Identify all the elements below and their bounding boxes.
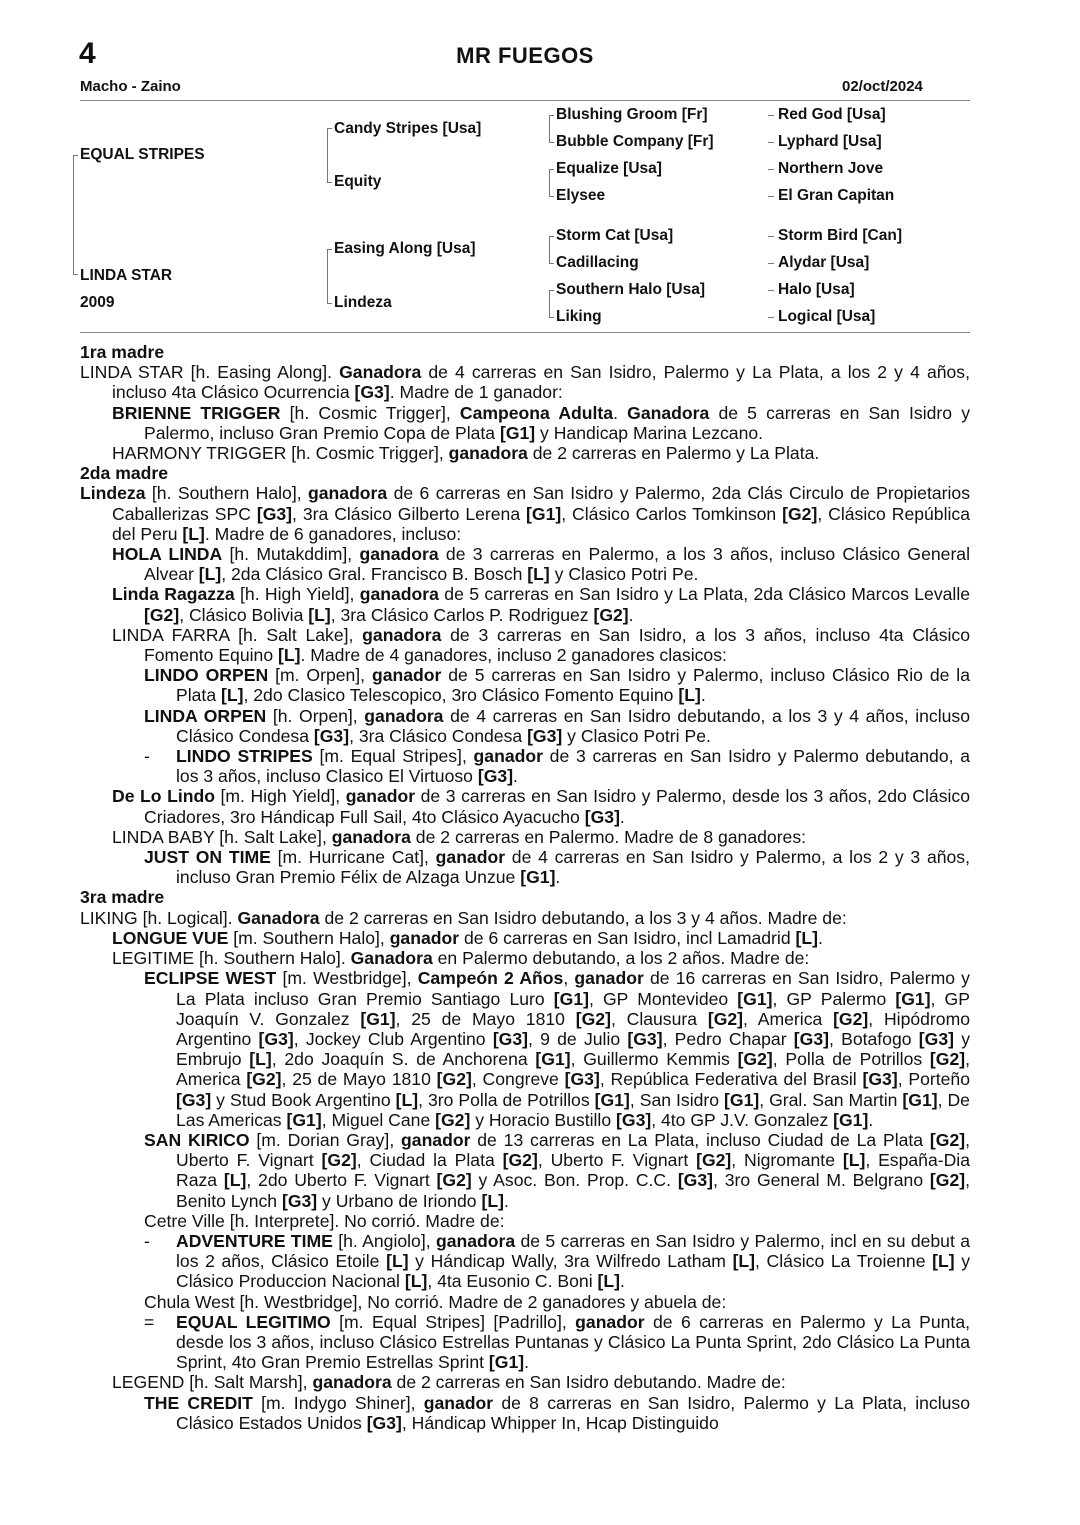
bold-text: EQUAL LEGITIMO bbox=[176, 1311, 331, 1332]
entry-text: , Guillermo Kemmis bbox=[570, 1049, 738, 1070]
entry-text: , Hipódromo Argentino bbox=[176, 1008, 971, 1049]
bold-text: [G2] bbox=[782, 503, 818, 524]
entry-text: , Clausura bbox=[610, 1008, 708, 1029]
entry-text: HARMONY TRIGGER [h. Cosmic Trigger], bbox=[112, 443, 449, 464]
bold-text: ganador bbox=[423, 1392, 494, 1413]
bold-text: [G1] bbox=[553, 988, 589, 1009]
bold-text: [G3] bbox=[354, 382, 390, 403]
bold-text: ganador bbox=[345, 786, 416, 807]
bold-text: [L] bbox=[278, 645, 301, 666]
bold-text: De Lo Lindo bbox=[112, 786, 215, 807]
entry-text: . Madre de 6 ganadores, incluso: bbox=[204, 523, 462, 544]
pedigree-gen3-1: Blushing Groom [Fr] bbox=[556, 106, 708, 123]
entry-text: , Clásico Bolivia bbox=[179, 604, 309, 625]
pedigree-gen4-3: Northern Jove bbox=[778, 160, 884, 177]
bold-text: [G2] bbox=[575, 1008, 611, 1029]
bold-text: [G3] bbox=[918, 1028, 954, 1049]
entry-text: , Clásico La Troienne bbox=[755, 1251, 933, 1272]
bold-text: [G1] bbox=[895, 988, 931, 1009]
bold-text: ganadora bbox=[331, 826, 411, 847]
bold-text: Campeón 2 Años bbox=[417, 968, 564, 989]
bold-text: [G3] bbox=[527, 725, 563, 746]
entry-text: , 9 de Julio bbox=[528, 1028, 628, 1049]
entry-text: de 2 carreras en San Isidro debutando, a los 3 y 4 años. Madre de: bbox=[319, 907, 847, 928]
bold-text: [G1] bbox=[526, 503, 562, 524]
bold-text: LINDA ORPEN bbox=[144, 705, 267, 726]
bold-text: [G1] bbox=[833, 1109, 869, 1130]
pedigree-gen4-5: Storm Bird [Can] bbox=[778, 227, 902, 244]
entry-text: . bbox=[619, 1271, 625, 1292]
entry-text: de 3 carreras en San Isidro y Palermo debutando, a los 3 años, incluso Clasico El Virtuoso bbox=[176, 746, 970, 787]
bold-text: [L] bbox=[527, 564, 550, 585]
entry-text: , De Las Americas bbox=[176, 1089, 970, 1130]
entry-text: , GP Joaquín V. Gonzalez bbox=[176, 988, 970, 1029]
bold-text: [G1] bbox=[360, 1008, 396, 1029]
bold-text: [G1] bbox=[286, 1109, 322, 1130]
entry-text: LIKING [h. Logical]. bbox=[80, 907, 238, 928]
bold-text: [L] bbox=[182, 523, 205, 544]
pedigree-connector bbox=[73, 155, 74, 275]
entry-text: , Ciudad la Plata bbox=[356, 1150, 503, 1171]
bold-text: [G3] bbox=[862, 1069, 898, 1090]
entry-text: de 3 carreras en San Isidro y Palermo, desde los 3 años, 2do Clásico Criadores, 3ro Hándicap Full Sail, 4to Clásico Ayacucho bbox=[144, 786, 970, 827]
entry-text: Cetre Ville [h. Interprete]. No corrió. Madre de: bbox=[144, 1210, 505, 1231]
entry-text: de 8 carreras en San Isidro, Palermo y La Plata, incluso Clásico Estados Unidos bbox=[176, 1392, 970, 1433]
catalog-date: 02/oct/2024 bbox=[842, 78, 923, 95]
entry-text: [m. Indygo Shiner], bbox=[252, 1392, 424, 1413]
produce-entry bbox=[80, 847, 970, 887]
bold-text: ganadora bbox=[308, 483, 388, 504]
bold-text: [G3] bbox=[616, 1109, 652, 1130]
bold-text: [G3] bbox=[477, 766, 514, 787]
entry-text: , Uberto F. Vignart bbox=[176, 1129, 970, 1171]
bold-text: [G3] bbox=[366, 1412, 402, 1433]
bold-text: [G2] bbox=[321, 1150, 357, 1171]
bold-text: THE CREDIT bbox=[144, 1392, 253, 1413]
entry-text: , Benito Lynch bbox=[176, 1170, 970, 1211]
entry-text: , San Isidro bbox=[629, 1089, 725, 1110]
entry-text: LEGITIME [h. Southern Halo]. bbox=[112, 948, 351, 969]
entry-text: , 2do Uberto F. Vignart bbox=[246, 1170, 437, 1191]
entry-text: . Madre de 1 ganador: bbox=[389, 382, 563, 403]
bold-text: [L] bbox=[386, 1251, 409, 1272]
entry-text: , Gral. San Martin bbox=[759, 1089, 903, 1110]
produce-entry bbox=[80, 1372, 970, 1392]
bold-text: ganador bbox=[575, 1311, 645, 1332]
entry-text: de 6 carreras en Palermo y La Punta, desde los 3 años, incluso Clásico Estrellas Puntanas y Clásico La Punta Sprint, 2do Clásico La Punta Sprint, 4to Gran Premio Estrellas Sprint bbox=[176, 1311, 970, 1373]
entry-text: Chula West [h. Westbridge], No corrió. Madre de 2 ganadores y abuela de: bbox=[144, 1291, 727, 1312]
horse-name: MR FUEGOS bbox=[456, 43, 594, 68]
entry-text: , Porteño bbox=[897, 1069, 971, 1090]
pedigree-gen4-6: Alydar [Usa] bbox=[778, 254, 870, 271]
bold-text: [L] bbox=[678, 685, 701, 706]
produce-entry bbox=[80, 1292, 970, 1312]
bold-text: ganadora bbox=[448, 443, 528, 464]
entry-text: . bbox=[555, 867, 561, 888]
entry-text: , Pedro Chapar bbox=[662, 1028, 794, 1049]
produce-entry bbox=[80, 403, 970, 443]
entry-text: en Palermo debutando, a los 2 años. Madre de: bbox=[432, 948, 810, 969]
section-title: 2da madre bbox=[80, 463, 169, 484]
entry-text: LINDA FARRA [h. Salt Lake], bbox=[112, 624, 363, 645]
entry-marker: = bbox=[144, 1311, 155, 1332]
entry-text: , bbox=[563, 968, 575, 989]
bold-text: [G3] bbox=[256, 503, 293, 524]
bold-text: [G2] bbox=[929, 1170, 966, 1191]
bold-text: ganador bbox=[473, 746, 543, 767]
entry-text: , Nigromante bbox=[731, 1150, 843, 1171]
entry-text: , Congreve bbox=[471, 1069, 565, 1090]
bold-text: [G1] bbox=[902, 1089, 938, 1110]
bold-text: [L] bbox=[404, 1271, 428, 1292]
pedigree-gen3-6: Cadillacing bbox=[556, 254, 639, 271]
entry-text: y Urbano de Iriondo bbox=[317, 1190, 482, 1211]
entry-text: de 6 carreras en San Isidro y Palermo, 2da Clás Circulo de Propietarios Caballerizas SPC bbox=[112, 483, 970, 524]
bold-text: ganadora bbox=[362, 624, 442, 645]
entry-text: de 2 carreras en Palermo. Madre de 8 ganadores: bbox=[410, 826, 807, 847]
pedigree-divider bbox=[80, 332, 970, 333]
produce-entry bbox=[80, 746, 970, 786]
bold-text: HOLA LINDA bbox=[112, 544, 223, 565]
pedigree-gen3-7: Southern Halo [Usa] bbox=[556, 281, 705, 298]
bold-text: [L] bbox=[842, 1150, 866, 1171]
entry-text: de 6 carreras en San Isidro, incl Lamadrid bbox=[459, 927, 796, 948]
bold-text: SAN KIRICO bbox=[144, 1129, 250, 1150]
entry-text: . bbox=[613, 402, 628, 423]
bold-text: [G1] bbox=[535, 1049, 571, 1070]
entry-text: . bbox=[524, 1352, 529, 1373]
entry-text: y Embrujo bbox=[176, 1028, 970, 1070]
produce-entry bbox=[80, 1211, 970, 1231]
entry-text: , Clásico Carlos Tomkinson bbox=[561, 503, 783, 524]
entry-text: de 3 carreras en Palermo, a los 3 años, incluso Clásico General Alvear bbox=[144, 544, 970, 585]
bold-text: Linda Ragazza bbox=[112, 584, 235, 605]
entry-text: , España-Dia Raza bbox=[176, 1150, 970, 1191]
produce-entry bbox=[80, 968, 970, 1130]
bold-text: LINDO ORPEN bbox=[144, 665, 269, 686]
pedigree-gen4-7: Halo [Usa] bbox=[778, 281, 855, 298]
bold-text: [G1] bbox=[594, 1089, 630, 1110]
entry-text: , GP Montevideo bbox=[588, 988, 738, 1009]
entry-text: de 5 carreras en San Isidro y Palermo, incluso Clásico Rio de la Plata bbox=[176, 665, 970, 706]
produce-record bbox=[80, 342, 970, 1433]
entry-text: [m. Equal Stripes] [Padrillo], bbox=[330, 1311, 576, 1332]
bold-text: ECLIPSE WEST bbox=[144, 968, 277, 989]
entry-text: [h. Angiolo], bbox=[332, 1230, 436, 1251]
produce-entry bbox=[80, 827, 970, 847]
pedigree-gen3-2: Bubble Company [Fr] bbox=[556, 133, 714, 150]
entry-text: [h. Orpen], bbox=[266, 705, 365, 726]
bold-text: Ganadora bbox=[237, 907, 320, 928]
entry-text: . bbox=[513, 766, 518, 787]
entry-text: . Madre de 4 ganadores, incluso 2 ganadores clasicos: bbox=[300, 645, 727, 666]
entry-text: , Jockey Club Argentino bbox=[293, 1028, 493, 1049]
entry-text: de 5 carreras en San Isidro y Palermo, incluso Gran Premio Copa de Plata bbox=[144, 402, 970, 443]
entry-text: . bbox=[868, 1109, 874, 1130]
entry-text: de 13 carreras en La Plata, incluso Ciudad de La Plata bbox=[470, 1129, 930, 1150]
bold-text: ganador bbox=[389, 927, 460, 948]
bold-text: [G3] bbox=[176, 1089, 212, 1110]
bold-text: ganadora bbox=[359, 544, 439, 565]
lot-number: 4 bbox=[79, 37, 96, 70]
header-divider bbox=[80, 100, 970, 101]
pedigree-gen3-3: Equalize [Usa] bbox=[556, 160, 662, 177]
bold-text: ganadora bbox=[435, 1230, 516, 1251]
entry-text: [h. Southern Halo], bbox=[145, 483, 308, 504]
entry-text: [h. Cosmic Trigger], bbox=[280, 402, 460, 423]
entry-text: y Clasico Potri Pe. bbox=[549, 564, 699, 585]
bold-text: [G2] bbox=[436, 1069, 472, 1090]
bold-text: [L] bbox=[221, 685, 244, 706]
bold-text: [G2] bbox=[246, 1069, 282, 1090]
bold-text: [L] bbox=[597, 1271, 620, 1292]
entry-text: [h. High Yield], bbox=[234, 584, 360, 605]
pedigree-gen4-2: Lyphard [Usa] bbox=[778, 133, 882, 150]
bold-text: ganador bbox=[401, 1129, 471, 1150]
bold-text: [G3] bbox=[258, 1028, 294, 1049]
bold-text: BRIENNE TRIGGER bbox=[112, 402, 281, 423]
entry-text: de 4 carreras en San Isidro, Palermo y La Plata, a los 2 y 4 años, incluso 4ta Clásico Ocurrencia bbox=[112, 362, 970, 403]
bold-text: [L] bbox=[308, 604, 331, 625]
entry-text: , 4to GP J.V. Gonzalez bbox=[651, 1109, 834, 1130]
entry-text: [m. Hurricane Cat], bbox=[270, 847, 436, 868]
entry-text: , 25 de Mayo 1810 bbox=[395, 1008, 576, 1029]
produce-entry bbox=[80, 1312, 970, 1373]
bold-text: ganador bbox=[435, 847, 506, 868]
entry-text: , 3ro Polla de Potrillos bbox=[418, 1089, 595, 1110]
entry-text: y Clasico Potri Pe. bbox=[562, 725, 711, 746]
entry-text: de 5 carreras en San Isidro y La Plata, 2da Clásico Marcos Levalle bbox=[438, 584, 971, 605]
entry-text: y Handicap Marina Lezcano. bbox=[535, 422, 764, 443]
bold-text: LINDO STRIPES bbox=[176, 746, 313, 767]
entry-text: [m. Dorian Gray], bbox=[249, 1129, 402, 1150]
pedigree-dam-sire: Easing Along [Usa] bbox=[334, 240, 476, 257]
bold-text: Ganadora bbox=[350, 948, 433, 969]
produce-entry bbox=[80, 362, 970, 402]
bold-text: LONGUE VUE bbox=[112, 927, 229, 948]
pedigree-gen4-8: Logical [Usa] bbox=[778, 308, 876, 325]
produce-entry bbox=[80, 706, 970, 746]
bold-text: ganadora bbox=[364, 705, 444, 726]
entry-text: y Stud Book Argentino bbox=[211, 1089, 396, 1110]
entry-text: y Hándicap Wally, 3ra Wilfredo Latham bbox=[408, 1251, 733, 1272]
entry-text: y Horacio Bustillo bbox=[470, 1109, 617, 1130]
bold-text: [L] bbox=[198, 564, 222, 585]
entry-text: de 2 carreras en Palermo y La Plata. bbox=[527, 443, 820, 464]
bold-text: ganadora bbox=[359, 584, 439, 605]
pedigree-sire: EQUAL STRIPES bbox=[80, 146, 205, 163]
section-title: 3ra madre bbox=[80, 887, 165, 908]
bold-text: Campeona Adulta bbox=[459, 402, 614, 423]
produce-entry bbox=[80, 443, 970, 463]
bold-text: [G2] bbox=[436, 1170, 472, 1191]
bold-text: [G2] bbox=[502, 1150, 538, 1171]
pedigree-gen4-1: Red God [Usa] bbox=[778, 106, 886, 123]
bold-text: [G2] bbox=[929, 1129, 966, 1150]
entry-text: , 25 de Mayo 1810 bbox=[281, 1069, 437, 1090]
entry-text: , Hándicap Whipper In, Hcap Distinguido bbox=[401, 1412, 719, 1433]
bold-text: ADVENTURE TIME bbox=[176, 1230, 333, 1251]
bold-text: [G3] bbox=[677, 1170, 714, 1191]
pedigree-gen3-4: Elysee bbox=[556, 187, 606, 204]
entry-text: LINDA BABY [h. Salt Lake], bbox=[112, 826, 332, 847]
bold-text: [L] bbox=[795, 927, 818, 948]
entry-text: y Clásico Produccion Nacional bbox=[176, 1251, 971, 1292]
produce-entry bbox=[80, 928, 970, 948]
entry-text: , 3ra Clásico Condesa bbox=[349, 725, 528, 746]
entry-text: , 3ra Clásico Gilberto Lerena bbox=[292, 503, 527, 524]
pedigree-year: 2009 bbox=[80, 294, 115, 311]
bold-text: ganadora bbox=[312, 1372, 392, 1393]
bold-text: [G3] bbox=[492, 1028, 529, 1049]
bold-text: [G2] bbox=[707, 1008, 744, 1029]
bold-text: [L] bbox=[249, 1049, 272, 1070]
entry-text: [m. Southern Halo], bbox=[228, 927, 390, 948]
bold-text: JUST ON TIME bbox=[144, 847, 271, 868]
entry-text: , America bbox=[743, 1008, 834, 1029]
pedigree-gen4-4: El Gran Capitan bbox=[778, 187, 895, 204]
bold-text: [G2] bbox=[144, 604, 180, 625]
bold-text: ganador bbox=[371, 665, 442, 686]
bold-text: [L] bbox=[732, 1251, 756, 1272]
bold-text: [G3] bbox=[281, 1190, 318, 1211]
produce-entry bbox=[80, 1130, 970, 1211]
entry-text: [m. Westbridge], bbox=[276, 968, 418, 989]
bold-text: [G2] bbox=[435, 1109, 471, 1130]
produce-entry bbox=[80, 908, 970, 928]
pedigree-gen3-8: Liking bbox=[556, 308, 602, 325]
produce-entry bbox=[80, 786, 970, 826]
entry-text: LINDA STAR [h. Easing Along]. bbox=[80, 362, 340, 383]
bold-text: [G2] bbox=[929, 1049, 966, 1070]
bold-text: [L] bbox=[223, 1170, 247, 1191]
pedigree-dam-dam: Lindeza bbox=[334, 294, 392, 311]
section-title: 1ra madre bbox=[80, 342, 165, 362]
produce-entry bbox=[80, 948, 970, 968]
entry-text: , GP Palermo bbox=[772, 988, 896, 1009]
entry-text: , America bbox=[176, 1049, 970, 1090]
entry-text: de 3 carreras en San Isidro, a los 3 años, incluso 4ta Clásico Fomento Equino bbox=[144, 624, 971, 666]
pedigree-gen3-5: Storm Cat [Usa] bbox=[556, 227, 674, 244]
pedigree-sire-sire: Candy Stripes [Usa] bbox=[334, 120, 482, 137]
entry-text: . bbox=[700, 685, 706, 706]
entry-text: . bbox=[503, 1190, 509, 1211]
bold-text: Ganadora bbox=[627, 402, 710, 423]
entry-text: de 5 carreras en San Isidro y Palermo, incl en su debut a los 2 años, Clásico Etoile bbox=[176, 1230, 970, 1272]
bold-text: [G1] bbox=[737, 988, 773, 1009]
bold-text: [G3] bbox=[627, 1028, 663, 1049]
entry-text: de 4 carreras en San Isidro y Palermo, a los 2 y 3 años, incluso Gran Premio Félix de Alzaga Unzue bbox=[176, 847, 970, 888]
pedigree-dam: LINDA STAR bbox=[80, 267, 173, 284]
produce-entry bbox=[80, 544, 970, 584]
entry-text: , 3ra Clásico Carlos P. Rodriguez bbox=[330, 604, 594, 625]
bold-text: Lindeza bbox=[80, 483, 146, 504]
entry-text: de 4 carreras en San Isidro debutando, a los 3 y 4 años, incluso Clásico Condesa bbox=[176, 705, 971, 746]
entry-text: de 2 carreras en San Isidro debutando. Madre de: bbox=[391, 1372, 786, 1393]
entry-text: . bbox=[628, 604, 634, 625]
entry-text: . bbox=[817, 927, 823, 948]
entry-text: [m. Orpen], bbox=[268, 665, 372, 686]
entry-text: , Botafogo bbox=[828, 1028, 919, 1049]
produce-entry bbox=[80, 1231, 970, 1292]
entry-text: , 3ro General M. Belgrano bbox=[713, 1170, 930, 1191]
bold-text: [L] bbox=[932, 1251, 955, 1272]
produce-entry bbox=[80, 625, 970, 665]
entry-text: LEGEND [h. Salt Marsh], bbox=[112, 1372, 313, 1393]
bold-text: [L] bbox=[481, 1190, 504, 1211]
bold-text: [G3] bbox=[584, 806, 620, 827]
entry-text: , Miguel Cane bbox=[321, 1109, 436, 1130]
entry-marker: - bbox=[144, 746, 150, 767]
entry-text: , 2da Clásico Gral. Francisco B. Bosch bbox=[221, 564, 528, 585]
entry-text: , Clásico República del Peru bbox=[112, 503, 970, 544]
bold-text: [G2] bbox=[593, 604, 629, 625]
produce-entry bbox=[80, 584, 970, 624]
produce-entry bbox=[80, 1393, 970, 1433]
entry-text: , Uberto F. Vignart bbox=[537, 1150, 697, 1171]
bold-text: [G2] bbox=[833, 1008, 869, 1029]
bold-text: [G3] bbox=[313, 725, 350, 746]
bold-text: Ganadora bbox=[339, 362, 422, 383]
produce-entry bbox=[80, 483, 970, 544]
entry-text: [m. Equal Stripes], bbox=[312, 746, 474, 767]
entry-text: , República Federativa del Brasil bbox=[599, 1069, 863, 1090]
bold-text: [G1] bbox=[488, 1352, 525, 1373]
bold-text: [G1] bbox=[724, 1089, 760, 1110]
pedigree-sire-dam: Equity bbox=[334, 173, 382, 190]
entry-text: , Polla de Potrillos bbox=[772, 1049, 930, 1070]
bold-text: [G2] bbox=[737, 1049, 773, 1070]
entry-text: , 4ta Eusonio C. Boni bbox=[427, 1271, 598, 1292]
entry-text: , 2do Joaquín S. de Anchorena bbox=[271, 1049, 536, 1070]
bold-text: ganador bbox=[574, 968, 644, 989]
entry-marker: - bbox=[144, 1230, 150, 1251]
entry-text: y Asoc. Bon. Prop. C.C. bbox=[471, 1170, 678, 1191]
sex-coat: Macho - Zaino bbox=[80, 78, 181, 95]
bold-text: [G1] bbox=[499, 422, 536, 443]
bold-text: [L] bbox=[395, 1089, 419, 1110]
entry-text: de 16 carreras en San Isidro, Palermo y La Plata incluso Gran Premio Santiago Luro bbox=[176, 968, 970, 1009]
bold-text: [G2] bbox=[696, 1150, 732, 1171]
entry-text: , 2do Clasico Telescopico, 3ro Clásico Fomento Equino bbox=[243, 685, 679, 706]
produce-entry bbox=[80, 665, 970, 705]
bold-text: [G3] bbox=[793, 1028, 829, 1049]
entry-text: [h. Mutakddim], bbox=[222, 544, 360, 565]
entry-text: [m. High Yield], bbox=[214, 786, 346, 807]
bold-text: [G1] bbox=[520, 867, 556, 888]
entry-text: . bbox=[619, 806, 625, 827]
bold-text: [G3] bbox=[564, 1069, 600, 1090]
